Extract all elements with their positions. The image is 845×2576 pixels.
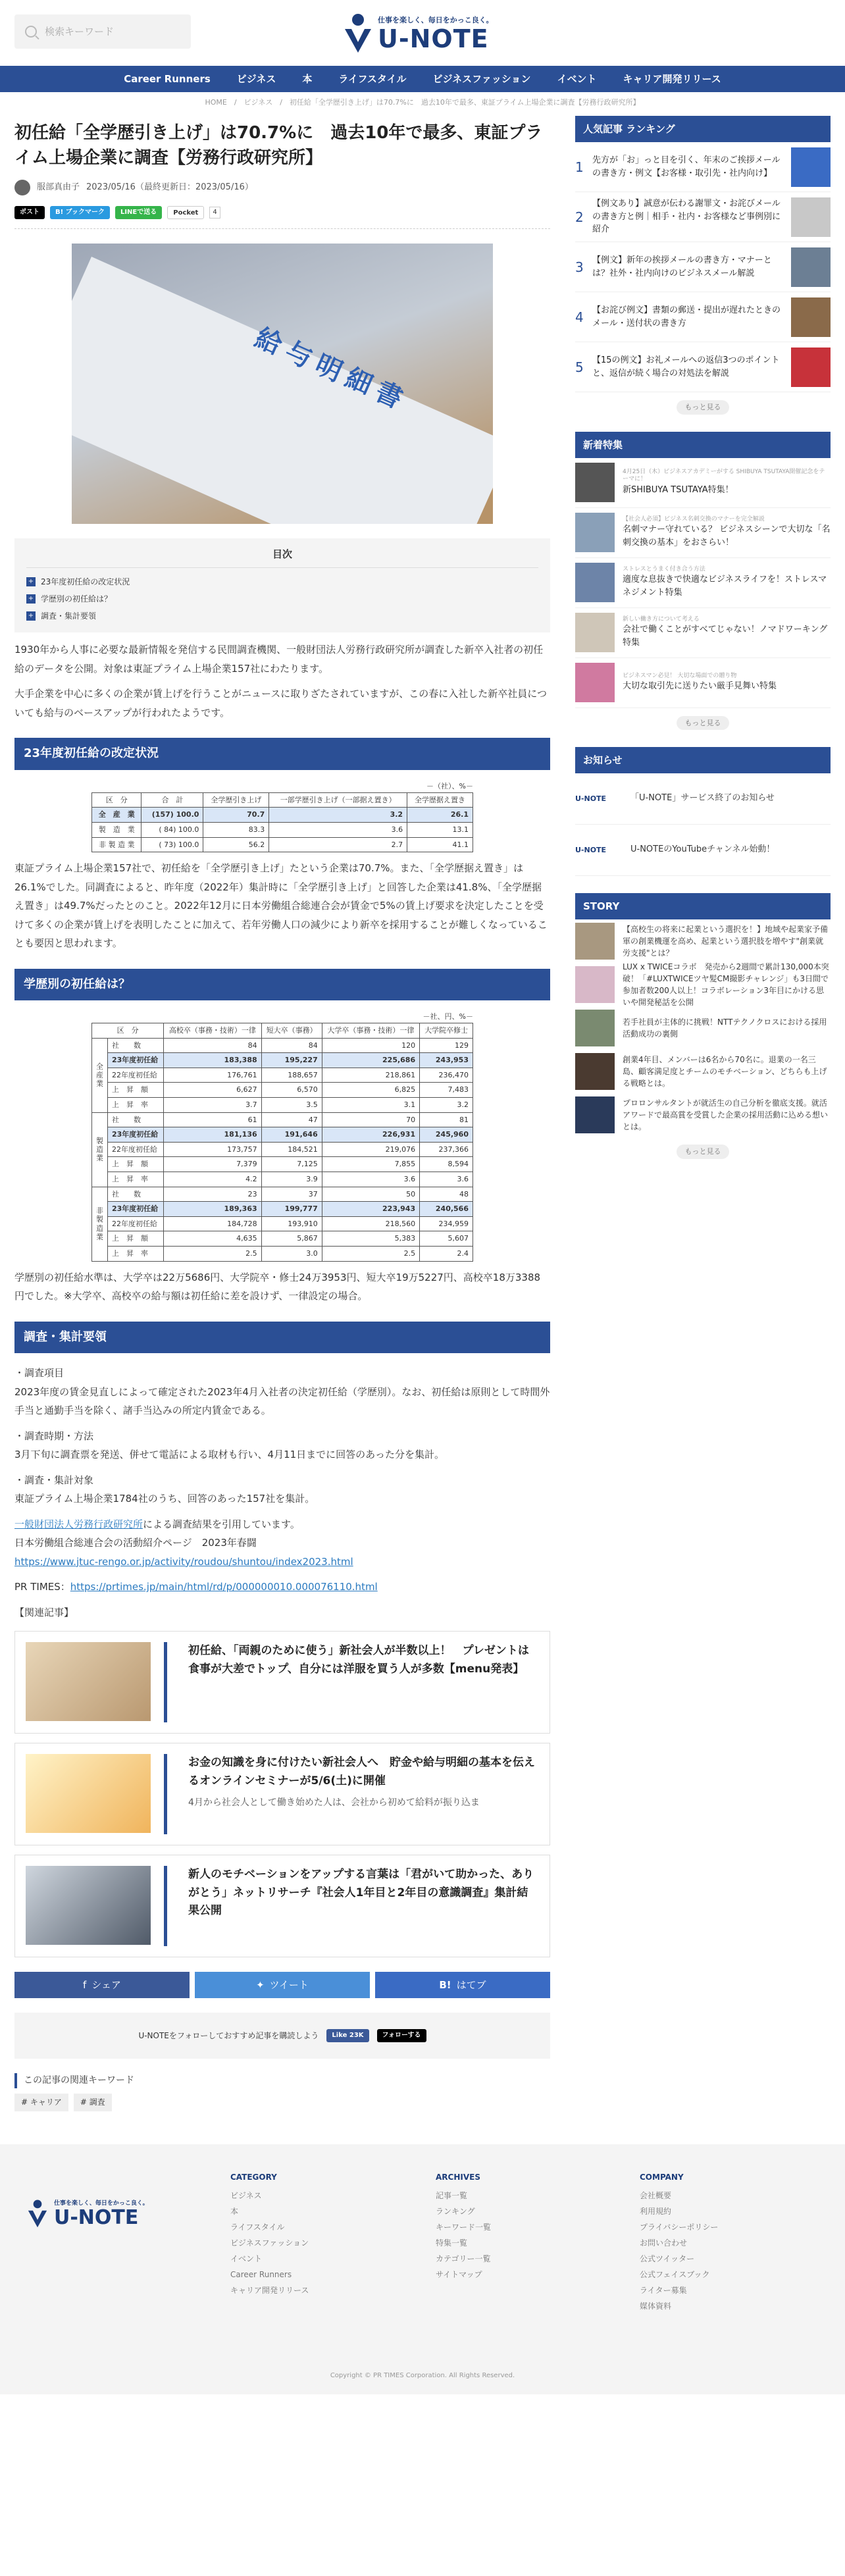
ranking-item[interactable] [575,342,831,392]
keyword-tag[interactable]: # キャリア [14,2094,68,2111]
story-title: 創業4年目、メンバーは6名から70名に。退業の一名三島、顧客満足度とチームのモチベーション、どちらも上げる戦略とは。 [623,1055,827,1089]
story-more-button[interactable]: もっと見る [677,1145,729,1159]
pocket-button[interactable]: Pocket [167,206,204,219]
article-title: 初任給「全学歴引き上げ」は70.7%に 過去10年で最多、東証プライム上場企業に調査【労務行政研究所】 [14,123,543,168]
site-header [0,0,845,66]
footer-link[interactable]: 記事一覧 [436,2190,468,2200]
article-meta [14,180,550,195]
footer-link[interactable]: 媒体資料 [640,2301,672,2311]
table-row: 23年度初任給 183,388 195,227 225,686 243,953 [92,1053,473,1068]
rank-number: 4 [575,309,584,325]
footer-link[interactable]: プライバシーポリシー [640,2222,719,2232]
twitter-share-button[interactable]: ✦ ツイート [195,1972,370,1998]
footer-category: CATEGORY ビジネス 本 ライフスタイル ビジネスファッション イベント Career Runners キャリア開発リリース [230,2169,309,2298]
article-main [14,113,550,2111]
feature-subtitle: 【社会人必須】ビジネス名刺交換のマナーを完全解説 [623,515,765,523]
feature-thumbnail [575,463,615,502]
rank-title: 【15の例文】お礼メールへの返信3つのポイントと、返信が続く場合の対処法を解説 [592,355,780,378]
table-row: 上 昇 額 6,627 6,570 6,825 7,483 [92,1083,473,1098]
method-text-2: 3月下旬に調査票を発送、併せて電話による取材も行い、4月11日までに回答のあった分を集計。 [14,1449,445,1461]
features-heading: 新着特集 [575,432,831,458]
footer-link[interactable]: 会社概要 [640,2190,672,2200]
feature-thumbnail [575,613,615,652]
news-item[interactable]: U-NOTE 「U-NOTE」サービス終了のお知らせ [575,773,831,825]
table-row: 22年度初任給 173,757 184,521 219,076 237,366 [92,1142,473,1157]
ranking-item[interactable] [575,242,831,292]
ranking-heading: 人気記事 ランキング [575,116,831,142]
table-row: 非 製 造 業 ( 73) 100.0 56.2 2.7 41.1 [92,837,473,852]
breadcrumb: HOME / ビジネス / 初任給「全学歴引き上げ」は70.7%に 過去10年で最多、東証プライム上場企業に調査【労務行政研究所】 [205,98,640,107]
story-thumbnail [575,1096,615,1133]
method-heading-2: ・調査時期・方法 [14,1430,94,1442]
related-thumbnail [26,1754,151,1833]
footer-link[interactable]: カテゴリー一覧 [436,2254,491,2263]
facebook-like-button[interactable]: Like 23K [326,2029,369,2042]
feature-subtitle: ストレスとうまく付き合う方法 [623,565,705,573]
related-title: お金の知識を身に付けたい新社会人へ 貯金や給与明細の基本を伝えるオンラインセミナーが5/6(土)に開催 [188,1756,535,1788]
section-heading-method: 調査・集計要領 [14,1322,550,1354]
feature-title: 大切な取引先に送りたい厳手見舞い特集 [623,681,777,692]
footer-logo[interactable]: 仕事を楽しく、毎日をかっこ良く。 U-NOTE [26,2198,149,2228]
footer-link[interactable]: Career Runners [230,2269,292,2279]
hatena-share-button[interactable]: B! はてブ [375,1972,550,1998]
line-share-button[interactable]: LINEで送る [115,206,162,219]
intro-paragraph-1: 1930年から人事に必要な最新情報を発信する民間調査機関、一般財団法人労務行政研究所が調査した新卒入社者の初任給のデータを公開。対象は東証プライム上場企業157社にわたります。 [14,644,544,675]
status-table-wrap [14,781,550,852]
toc-item[interactable]: + 23年度初任給の改定状況 [26,573,538,590]
logo-mark-icon [342,12,374,54]
logo-mark-icon [26,2198,49,2228]
footer-link[interactable]: ライフスタイル [230,2222,285,2232]
footer-link[interactable]: 利用規約 [640,2206,672,2216]
related-label: 【関連記事】 [14,1606,74,1618]
rank-number: 2 [575,209,584,225]
ranking-more-button[interactable]: もっと見る [677,400,729,415]
sidebar [575,113,831,2111]
story-item[interactable] [575,1006,831,1050]
story-thumbnail [575,1053,615,1090]
footer-link[interactable]: サイトマップ [436,2269,482,2279]
source-link[interactable]: 一般財団法人労務行政研究所 [14,1518,143,1530]
related-title: 初任給、「両親のために使う」新社会人が半数以上！ プレゼントは食事が大差でトップ、自分には洋服を買う人が多数【menu発表】 [188,1644,529,1676]
table-row: 22年度初任給 184,728 193,910 218,560 234,959 [92,1216,473,1231]
story-heading: STORY [575,893,831,919]
search-input[interactable] [14,14,191,49]
related-thumbnail [26,1866,151,1945]
related-article-card[interactable] [14,1631,550,1734]
keyword-tag[interactable]: # 調査 [74,2094,112,2111]
feature-item[interactable] [575,558,831,608]
table-row: 非製造業 社 数 23 37 50 48 [92,1187,473,1202]
x-post-button[interactable]: ポスト [14,206,45,219]
footer-link[interactable]: ビジネスファッション [230,2238,309,2248]
hero-paper [72,257,493,524]
hatena-icon: B! [439,1979,451,1992]
story-item[interactable] [575,1050,831,1093]
news-heading: お知らせ [575,747,831,773]
rank-thumbnail [791,297,831,337]
related-title: 新人のモチベーションをアップする言葉は「君がいて助かった、ありがとう」ネットリサーチ『社会人1年目と2年目の意識調査』集計結果公開 [188,1868,534,1917]
method-text-3: 東証プライム上場企業1784社のうち、回答のあった157社を集計。 [14,1493,315,1505]
education-table: 区 分 高校卒（事務・技術）一律 短大卒（事務） 大学卒（事務・技術）一律 大学院卒修士 全産業 社 数 84 84 120 129 23年度初任給 183,388 195,227 225,686 243,953 22年度初任給 176,761 188,657 218,861 236,470 上 昇 額 6,627 6,570 6,825 7,483 上 昇 率 3.7 3.5 3.1 3.2 製造業 社 数 61 47 70 81 23年度初任給 181,136 191,646 226,931 245,960 22年度初任給 173,757 184,521 219,076 237,366 上 昇 額 7,379 7,125 7,855 8,594 上 昇 率 4.2 3.9 3.6 3.6 非製造業 社 数 23 37 50 48 23年度初任給 189,363 199,777 223,943 240,566 22年度初任給 184,728 193,910 218,560 234,959 上 昇 額 4,635 5,867 5,383 5,607 上 昇 率 2.5 3.0 2.5 2.4 [91,1023,473,1262]
rank-thumbnail [791,247,831,287]
rank-thumbnail [791,348,831,387]
x-follow-button[interactable]: フォローする [377,2029,426,2042]
copyright: Copyright © PR TIMES Corporation. All Rights Reserved. [330,2371,515,2379]
feature-thumbnail [575,563,615,602]
news-logo: U-NOTE [575,845,607,854]
global-nav [0,66,845,92]
news-logo: U-NOTE [575,794,607,803]
pr-line: PR TIMES：https://prtimes.jp/main/html/rd/p/000000010.000076110.html [14,1581,378,1593]
table-row: 全産業 社 数 84 84 120 129 [92,1038,473,1053]
site-logo[interactable] [342,7,507,59]
ranking-item[interactable] [575,192,831,242]
table-row: 上 昇 率 2.5 3.0 2.5 2.4 [92,1246,473,1261]
related-thumbnail [26,1642,151,1721]
feature-title: 名刺マナー守れている？ ビジネスシーンで大切な「名刺交換の基本」をおさらい！ [623,525,831,548]
footer-link[interactable]: キーワード一覧 [436,2222,492,2232]
follow-box [14,2013,550,2059]
story-title: 【高校生の将来に起業という選択を！】地域や起業家予備軍の創業機運を高め、起業という選択肢を増やす"創業就労支援"とは？ [623,925,829,958]
story-thumbnail [575,923,615,960]
rank-number: 5 [575,359,584,375]
related-excerpt: 4月から社会人として働き始めた人は、会社から初めて給料が振り込ま [188,1797,480,1808]
footer-archives: ARCHIVES 記事一覧 ランキング キーワード一覧 特集一覧 カテゴリー一覧 サイトマップ [436,2169,491,2282]
section-heading-status: 23年度初任給の改定状況 [14,738,550,770]
rank-title: 先方が「お」っと目を引く、年末のご挨拶メールの書き方・例文【お客様・取引先・社内向け】 [592,155,781,178]
table-row: 22年度初任給 176,761 188,657 218,861 236,470 [92,1068,473,1083]
toc-bullet-icon: + [26,611,36,621]
table-row: 上 昇 率 3.7 3.5 3.1 3.2 [92,1098,473,1113]
hero-image [72,244,493,524]
share-row-bottom [14,1972,550,1998]
rank-number: 3 [575,259,584,275]
table-row: 23年度初任給 181,136 191,646 226,931 245,960 [92,1127,473,1143]
feature-title: 会社で働くことがすべてじゃない！ノマドワーキング特集 [623,625,828,648]
nav-item-fashion[interactable]: ビジネスファッション [432,73,531,85]
status-paragraph: 東証プライム上場企業157社で、初任給を「全学歴引き上げ」たという企業は70.7%。また、「全学歴据え置き」は26.1%でした。同調査によると、昨年度（2022年）集計時に「全学歴引き上げ」と回答した企業は41.8%、「全学歴据え置き」は49.7%だったとのこと。2022年12月に日本労働組合総連合会が賃金で5%の賃上げ要求を決定したことを受けて多くの企業が賃上げを表明したことに加えて、若年労働人口の減少により新卒を採用することが難しくなっていることも要因と思われます。 [14,862,548,950]
feature-title: 新SHIBUYA TSUTAYA特集！ [623,485,734,496]
table-row: 上 昇 率 4.2 3.9 3.6 3.6 [92,1172,473,1187]
feature-item[interactable] [575,458,831,508]
footer-link[interactable]: イベント [230,2254,263,2263]
logo-name: U-NOTE [378,24,489,53]
story-item[interactable] [575,1093,831,1137]
table-unit: －社、円、%－ [423,1012,473,1021]
story-title: プロロンサルタントが就活生の自己分析を徹底支援。就活アワードで最高賞を受賞した企業の採用活動に込める想いとは。 [623,1098,829,1132]
article-date: 2023/05/16（最終更新日：2023/05/16） [86,182,253,192]
table-of-contents [14,538,550,632]
story-thumbnail [575,1010,615,1046]
method-text-1: 2023年度の賃金見直しによって確定された2023年4月入社者の決定初任給（学歴別）。なお、初任給は原則として時間外手当と通勤手当を除く、諸手当込みの所定内賃金である。 [14,1385,550,1417]
related-article-card[interactable] [14,1743,550,1845]
feature-item[interactable] [575,508,831,558]
footer-link[interactable]: ランキング [436,2206,475,2216]
toc-bullet-icon: + [26,594,36,604]
feature-subtitle: ビジネスマン必見！ 大切な場面での贈り物 [623,672,737,679]
story-thumbnail [575,966,615,1003]
section-heading-education: 学歴別の初任給は？ [14,969,550,1001]
footer-link[interactable]: ビジネス [230,2190,262,2200]
facebook-share-button[interactable]: f シェア [14,1972,190,1998]
rank-title: 【例文】新年の挨拶メールの書き方・マナーとは？社外・社内向けのビジネスメール解説 [592,255,772,278]
ranking-item[interactable] [575,292,831,342]
site-footer [0,2144,845,2394]
footer-link[interactable]: キャリア開発リリース [230,2285,309,2295]
feature-subtitle: 4月25日（木）ビジネスアカデミーがする SHIBUYA TSUTAYA開催記念をテーマに！ [623,468,825,483]
table-unit: －（社）、%－ [426,782,473,791]
related-article-card[interactable] [14,1855,550,1957]
education-table-wrap [14,1011,550,1261]
method-heading-3: ・調査・集計対象 [14,1474,94,1486]
features-more-button[interactable]: もっと見る [677,716,729,731]
footer-link[interactable]: ライター募集 [640,2285,687,2295]
follow-text: U-NOTEをフォローしておすすめ記事を購読しよう [138,2030,319,2040]
author-avatar [14,180,30,195]
logo-tagline: 仕事を楽しく、毎日をかっこ良く。 [378,16,494,25]
story-title: LUX x TWICEコラボ 発売から2週間で累計130,000本突破！「#LUXTWICEツヤ髪CM撮影チャレンジ」も3日間で参加者数200人以上！コラボレーション3年目にかける思いや開発秘話を公開 [623,962,829,1008]
search-placeholder: 検索キーワード [45,26,115,38]
prtimes-link[interactable]: https://prtimes.jp/main/html/rd/p/000000010.000076110.html [70,1581,378,1593]
facebook-icon: f [83,1979,87,1992]
feature-title: 適度な息抜きで快適なビジネスライフを！ストレスマネジメント特集 [623,575,827,598]
method-heading-1: ・調査項目 [14,1367,64,1379]
nav-item-event[interactable]: イベント [557,73,597,85]
rank-thumbnail [791,197,831,237]
feature-subtitle: 新しい働き方について考える [623,615,700,623]
hatena-bookmark-button[interactable]: B! ブックマーク [50,206,110,219]
footer-company: COMPANY 会社概要 利用規約 プライバシーポリシー お問い合わせ 公式ツイッター 公式フェイスブック ライター募集 媒体資料 [640,2169,718,2314]
nav-item-business[interactable]: ビジネス [236,73,276,85]
rank-title: 【例文あり】誠意が伝わる謝罪文・お詫びメールの書き方と例｜相手・社内・お客様など事例別に紹介 [592,199,781,235]
rank-number: 1 [575,159,584,175]
author-name[interactable]: 服部真由子 [37,182,80,192]
footer-link[interactable]: お問い合わせ [640,2238,688,2248]
hero-paper-text: 給与明細書 [250,322,413,418]
story-item[interactable] [575,919,831,963]
toc-bullet-icon: + [26,577,36,586]
feature-thumbnail [575,513,615,552]
nav-item-lifestyle[interactable]: ライフスタイル [338,73,407,85]
search-icon [25,26,37,38]
rank-thumbnail [791,147,831,187]
feature-thumbnail [575,663,615,702]
feature-item[interactable] [575,608,831,658]
toc-item[interactable]: + 調査・集計要領 [26,607,538,625]
news-item[interactable]: U-NOTE U-NOTEのYouTubeチャンネル始動！ [575,825,831,876]
rank-title: 【お詫び例文】書類の郵送・提出が遅れたときのメール・送付状の書き方 [592,305,781,328]
nav-item-book[interactable]: 本 [302,73,313,85]
table-row: 製 造 業 ( 84) 100.0 83.3 3.6 13.1 [92,822,473,837]
intro-paragraph-2: 大手企業を中心に多くの企業が賃上げを行うことがニュースに取りざたされていますが、この春に入社した新卒社員についても給与のベースアップが行われたようです。 [14,688,547,719]
story-item[interactable] [575,963,831,1006]
table-row: 23年度初任給 189,363 199,777 223,943 240,566 [92,1202,473,1217]
footer-link[interactable]: 特集一覧 [436,2238,468,2248]
footer-link[interactable]: 公式フェイスブック [640,2269,710,2279]
table-row: 上 昇 額 7,379 7,125 7,855 8,594 [92,1157,473,1172]
footer-link[interactable]: 本 [230,2206,239,2216]
share-row-top [14,206,550,229]
source-line-2: 日本労働組合総連合会の活動紹介ページ 2023年春闘 [14,1537,257,1549]
keyword-list [14,2094,550,2111]
keywords-title: この記事の関連キーワード [14,2073,550,2088]
toc-item[interactable]: + 学歴別の初任給は？ [26,590,538,607]
nav-item-career-release[interactable]: キャリア開発リリース [623,73,721,85]
education-paragraph: 学歴別の初任給水準は、大学卒は22万5686円、大学院卒・修士24万3953円、短大卒19万5227円、高校卒18万3388円でした。※大学卒、高校卒の給与額は初任給に差を設けず、一律設定の場合。 [14,1271,541,1302]
status-table: 区 分 合 計 全学歴引き上げ 一部学歴引き上げ（一部据え置き） 全学歴据え置き 全 産 業 (157) 100.0 70.7 3.2 26.1 製 造 業 ( 84) 100.0 83.3 3.6 13.1 非 製 造 業 ( 73) 100.0 56.2 2.7 41.1 [91,792,473,852]
toc-title: 目次 [26,546,538,568]
rengo-link[interactable]: https://www.jtuc-rengo.or.jp/activity/roudou/shuntou/index2023.html [14,1555,353,1568]
bird-icon: ✦ [256,1979,265,1992]
footer-link[interactable]: 公式ツイッター [640,2254,695,2263]
table-row: 製造業 社 数 61 47 70 81 [92,1112,473,1127]
pocket-count: 4 [209,207,220,219]
feature-item[interactable] [575,658,831,708]
table-row: 全 産 業 (157) 100.0 70.7 3.2 26.1 [92,808,473,823]
nav-item-career-runners[interactable]: Career Runners [124,73,211,85]
table-row: 上 昇 額 4,635 5,867 5,383 5,607 [92,1231,473,1247]
ranking-item[interactable] [575,142,831,192]
story-title: 若手社員が主体的に挑戦！NTTテクノクロスにおける採用活動成功の裏側 [623,1018,827,1039]
source-line: 一般財団法人労務行政研究所による調査結果を引用しています。 [14,1518,300,1530]
